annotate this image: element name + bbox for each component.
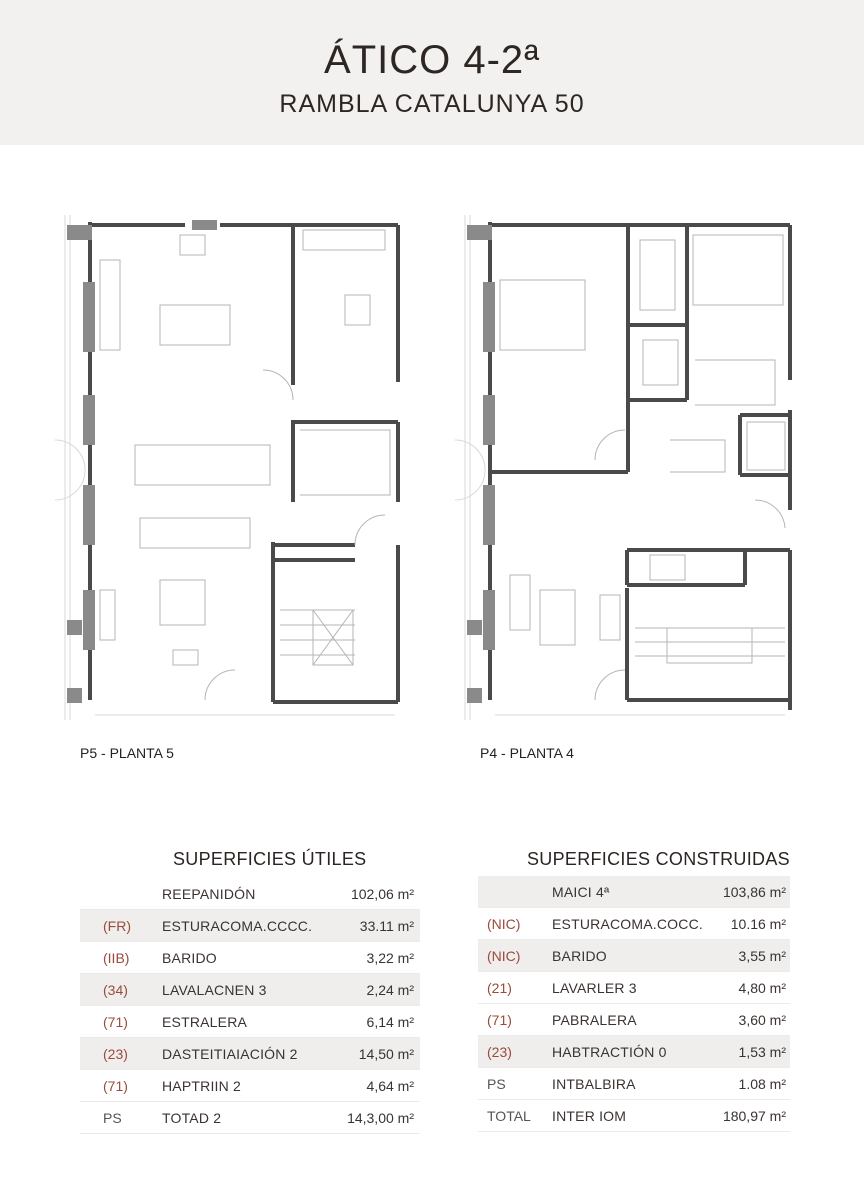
table-row bbox=[478, 1004, 790, 1036]
row-code: (IIB) bbox=[103, 950, 130, 966]
row-value: 103,86 m² bbox=[722, 884, 786, 900]
row-value: 1.08 m² bbox=[738, 1076, 786, 1092]
table-row bbox=[80, 1070, 420, 1102]
row-name: PABRALERA bbox=[552, 1012, 637, 1028]
row-name: LAVALACNEN 3 bbox=[162, 982, 267, 998]
table-row bbox=[80, 1038, 420, 1070]
row-value: 6,14 m² bbox=[366, 1014, 414, 1030]
page-subtitle: RAMBLA CATALUNYA 50 bbox=[279, 90, 585, 118]
row-code: (21) bbox=[487, 980, 512, 996]
row-value: 3,55 m² bbox=[738, 948, 786, 964]
row-value: 10.16 m² bbox=[730, 916, 786, 932]
row-name: BARIDO bbox=[552, 948, 607, 964]
row-name: INTER IOM bbox=[552, 1108, 627, 1124]
table-row bbox=[478, 876, 790, 908]
table-row bbox=[478, 1068, 790, 1100]
row-name: HAPTRIIN 2 bbox=[162, 1078, 242, 1094]
row-name: INTBALBIRA bbox=[552, 1076, 636, 1092]
plan-label-p4: P4 - PLANTA 4 bbox=[480, 745, 574, 761]
table-row bbox=[478, 940, 790, 972]
row-code: (71) bbox=[487, 1012, 512, 1028]
floor-plan-p4 bbox=[455, 210, 800, 735]
table-row bbox=[80, 942, 420, 974]
table-row bbox=[478, 1100, 790, 1132]
row-name: HABTRACTIÓN 0 bbox=[552, 1044, 667, 1060]
row-value: 102,06 m² bbox=[350, 886, 414, 902]
row-value: 33.11 m² bbox=[359, 918, 414, 934]
row-value: 4,64 m² bbox=[366, 1078, 414, 1094]
row-value: 1,53 m² bbox=[738, 1044, 786, 1060]
row-name: MAICI 4ª bbox=[552, 884, 610, 900]
row-value: 14,50 m² bbox=[358, 1046, 414, 1062]
table-row bbox=[80, 1102, 420, 1134]
row-name: BARIDO bbox=[162, 950, 217, 966]
row-code: PS bbox=[103, 1110, 122, 1126]
row-code: (71) bbox=[103, 1078, 128, 1094]
row-code: TOTAL bbox=[487, 1108, 531, 1124]
table-row bbox=[478, 972, 790, 1004]
plan-label-p5: P5 - PLANTA 5 bbox=[80, 745, 174, 761]
row-value: 2,24 m² bbox=[366, 982, 414, 998]
row-value: 14,3,00 m² bbox=[347, 1110, 414, 1126]
row-value: 4,80 m² bbox=[738, 980, 786, 996]
page-title: ÁTICO 4-2ª bbox=[324, 38, 540, 82]
table-row bbox=[478, 1036, 790, 1068]
table-row bbox=[80, 910, 420, 942]
row-name: ESTURACOMA.COCC. bbox=[552, 916, 703, 932]
row-code: (NIC) bbox=[487, 948, 521, 964]
row-value: 3,22 m² bbox=[366, 950, 414, 966]
row-code: (NIC) bbox=[487, 916, 521, 932]
floor-plan-p5 bbox=[55, 210, 415, 735]
row-name: ESTRALERA bbox=[162, 1014, 248, 1030]
row-name: LAVARLER 3 bbox=[552, 980, 637, 996]
row-code: (34) bbox=[103, 982, 128, 998]
table-title-utiles: SUPERFICIES ÚTILES bbox=[173, 849, 367, 869]
row-code: (FR) bbox=[103, 918, 131, 934]
table-row bbox=[80, 878, 420, 910]
table-row bbox=[478, 908, 790, 940]
row-name: TOTAD 2 bbox=[162, 1110, 222, 1126]
header-band bbox=[0, 0, 864, 145]
table-title-construidas: SUPERFICIES CONSTRUIDAS bbox=[527, 849, 790, 869]
row-code: (23) bbox=[103, 1046, 128, 1062]
row-code: (71) bbox=[103, 1014, 128, 1030]
row-code: PS bbox=[487, 1076, 506, 1092]
row-name: DASTEITIAIACIÓN 2 bbox=[162, 1046, 298, 1062]
row-code: (23) bbox=[487, 1044, 512, 1060]
row-name: ESTURACOMA.CCCC. bbox=[162, 918, 313, 934]
row-name: REEPANIDÓN bbox=[162, 886, 256, 902]
row-value: 3,60 m² bbox=[738, 1012, 786, 1028]
table-utiles bbox=[80, 878, 420, 1134]
table-construidas bbox=[478, 876, 790, 1132]
table-row bbox=[80, 974, 420, 1006]
row-value: 180,97 m² bbox=[722, 1108, 786, 1124]
table-row bbox=[80, 1006, 420, 1038]
